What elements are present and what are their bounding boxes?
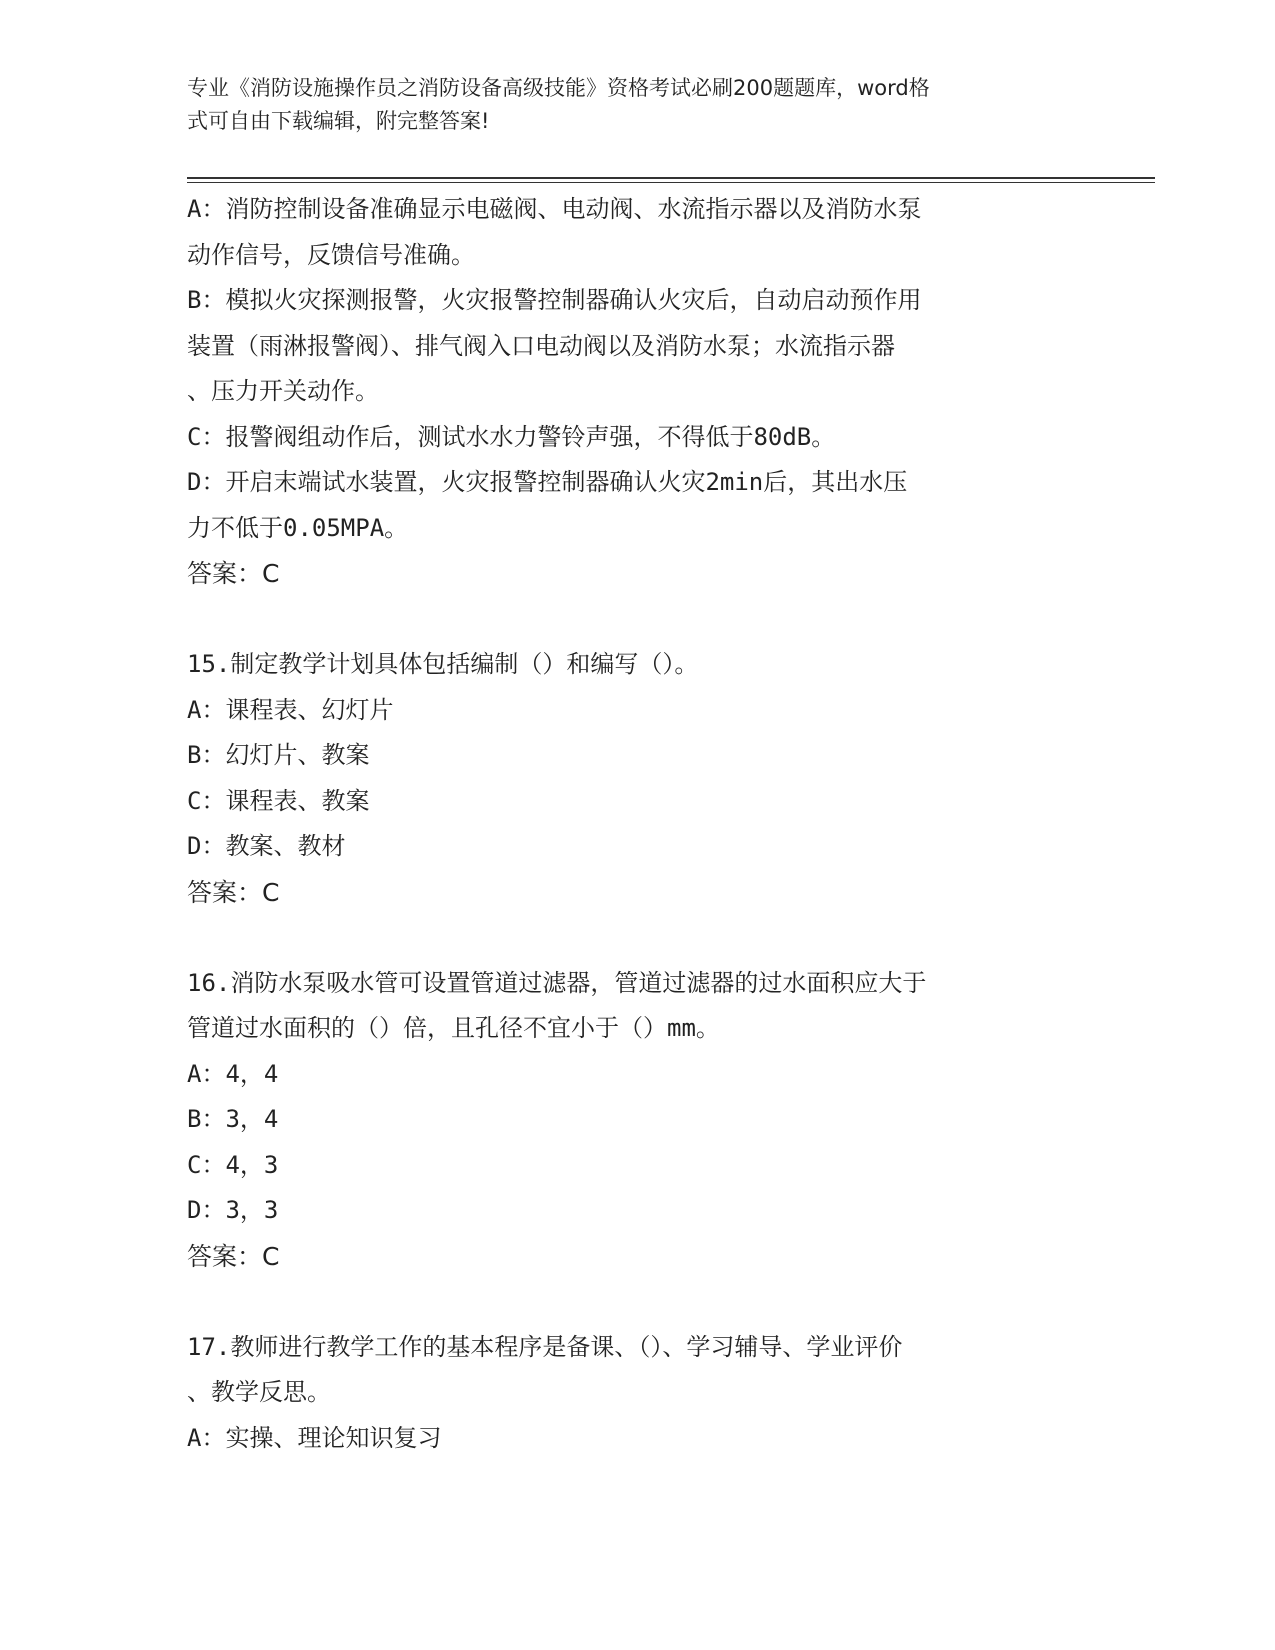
q15-option-b: B：幻灯片、教案 [187,741,370,769]
q17-question-line-2: 、教学反思。 [187,1378,331,1406]
spacer [187,597,1087,643]
header-line-1: 专业《消防设施操作员之消防设备高级技能》资格考试必刷200题题库，word格 [187,76,930,100]
header-divider-thin [187,182,1155,183]
spacer [187,915,1087,961]
prev-option-d-line-2: 力不低于0.05MPA。 [187,513,409,542]
prev-answer: 答案：C [187,559,280,588]
q16-option-d: D：3，3 [187,1196,279,1224]
prev-option-b-line-3: 、压力开关动作。 [187,377,379,405]
q16-option-c: C：4，3 [187,1150,279,1179]
prev-option-b-line-1: B：模拟火灾探测报警，火灾报警控制器确认火灾后，自动启动预作用 [187,286,922,314]
q15-option-a: A：课程表、幻灯片 [187,695,394,724]
prev-option-d-line-1: D：开启末端试水装置，火灾报警控制器确认火灾2min后，其出水压 [187,468,908,496]
q16-answer: 答案：C [187,1241,280,1271]
q16-option-b: B：3，4 [187,1105,279,1133]
q17-option-a: A：实操、理论知识复习 [187,1423,442,1452]
q16-question-line-1: 16.消防水泵吸水管可设置管道过滤器，管道过滤器的过水面积应大于 [187,968,927,997]
prev-option-b-line-2: 装置（雨淋报警阀）、排气阀入口电动阀以及消防水泵；水流指示器 [187,331,895,360]
q17-question-line-1: 17.教师进行教学工作的基本程序是备课、（）、学习辅导、学业评价 [187,1332,903,1361]
q15-answer: 答案：C [187,877,280,907]
q16-question-line-2: 管道过水面积的（）倍，且孔径不宜小于（）mm。 [187,1014,720,1042]
q16-option-a: A：4，4 [187,1059,279,1088]
q15-option-c: C：课程表、教案 [187,786,370,815]
document-body [187,187,1087,1461]
q15-question: 15.制定教学计划具体包括编制（）和编写（）。 [187,650,699,678]
header-divider-thick [187,177,1155,179]
document-header [187,72,1067,138]
q15-option-d: D：教案、教材 [187,832,346,860]
prev-option-a-line-2: 动作信号，反馈信号准确。 [187,240,475,269]
spacer [187,1279,1087,1325]
header-line-2: 式可自由下载编辑，附完整答案! [187,109,490,133]
prev-option-c: C：报警阀组动作后，测试水水力警铃声强，不得低于80dB。 [187,422,836,451]
prev-option-a-line-1: A：消防控制设备准确显示电磁阀、电动阀、水流指示器以及消防水泵 [187,195,922,223]
